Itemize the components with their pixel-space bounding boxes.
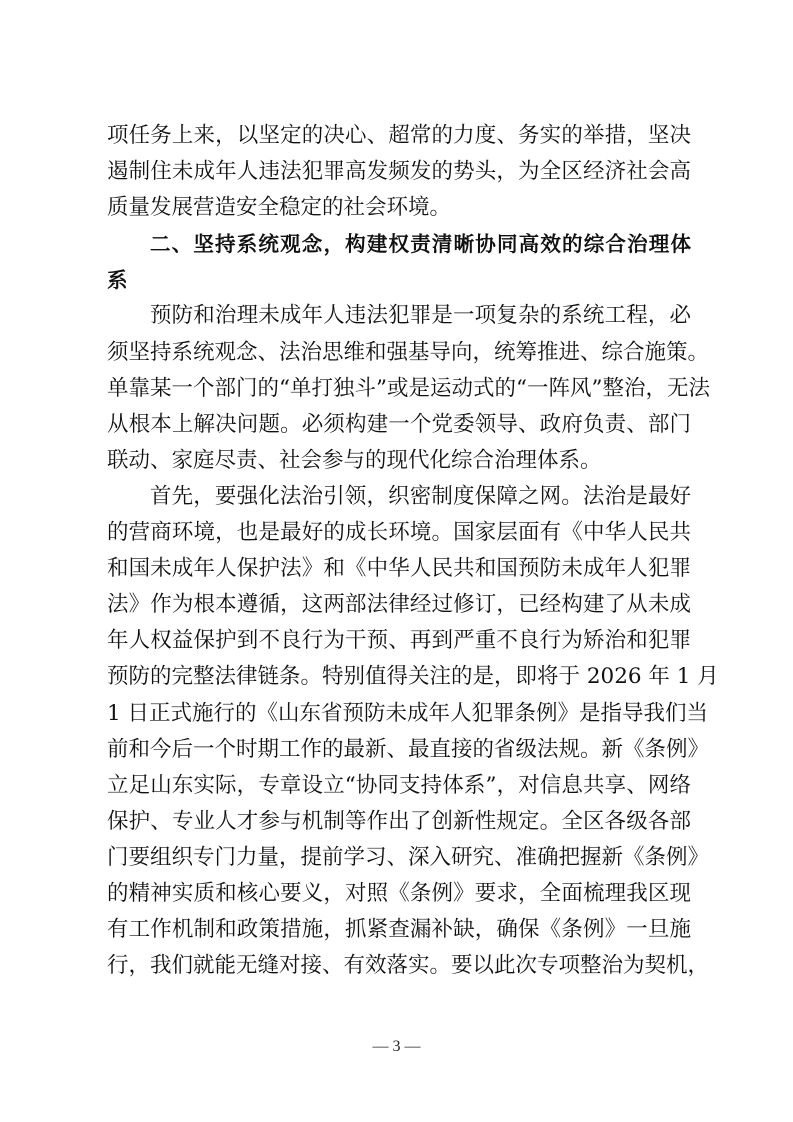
text-line: 法》作为根本遵循，这两部法律经过修订，已经构建了从未成 [107,592,691,618]
text-line: 单靠某一个部门的“单打独斗”或是运动式的“一阵风”整治，无法 [107,375,710,401]
section-heading: 二、坚持系统观念，构建权责清晰协同高效的综合治理体 [150,232,691,257]
text-line: 保护、专业人才参与机制等作出了创新性规定。全区各级各部 [107,808,691,834]
text-line: 行，我们就能无缝对接、有效落实。要以此次专项整治为契机， [107,953,710,979]
text-line: 的营商环境，也是最好的成长环境。国家层面有《中华人民共 [107,520,691,546]
text-line: 和国未成年人保护法》和《中华人民共和国预防未成年人犯罪 [107,556,691,582]
text-line: 年人权益保护到不良行为干预、再到严重不良行为矫治和犯罪 [107,628,691,654]
text-line: 遏制住未成年人违法犯罪高发频发的势头，为全区经济社会高 [107,159,691,185]
text-line: 须坚持系统观念、法治思维和强基导向，统筹推进、综合施策。 [107,339,710,365]
text-line: 立足山东实际，专章设立“协同支持体系”，对信息共享、网络 [107,772,691,798]
text-line: 的精神实质和核心要义，对照《条例》要求，全面梳理我区现 [107,880,691,906]
text-line: 质量发展营造安全稳定的社会环境。 [107,195,452,221]
text-line: 首先，要强化法治引领，织密制度保障之网。法治是最好 [150,483,691,509]
text-line: 从根本上解决问题。必须构建一个党委领导、政府负责、部门 [107,411,691,437]
body-text [107,118,719,984]
page-number: — 3 — [372,1038,421,1055]
text-line: 项任务上来，以坚定的决心、超常的力度、务实的举措，坚决 [107,123,691,148]
text-line: 联动、家庭尽责、社会参与的现代化综合治理体系。 [107,447,602,473]
text-line: 有工作机制和政策措施，抓紧查漏补缺，确保《条例》一旦施 [107,917,691,943]
text-line: 预防的完整法律链条。特别值得关注的是，即将于 2026 年 1 月 [107,664,719,690]
text-line: 预防和治理未成年人违法犯罪是一项复杂的系统工程，必 [150,303,691,329]
text-line: 1 日正式施行的《山东省预防未成年人犯罪条例》是指导我们当 [107,700,709,726]
text-line: 前和今后一个时期工作的最新、最直接的省级法规。新《条例》 [107,736,710,762]
text-line: 门要组织专门力量，提前学习、深入研究、准确把握新《条例》 [107,844,710,870]
section-heading-continuation: 系 [107,268,128,293]
